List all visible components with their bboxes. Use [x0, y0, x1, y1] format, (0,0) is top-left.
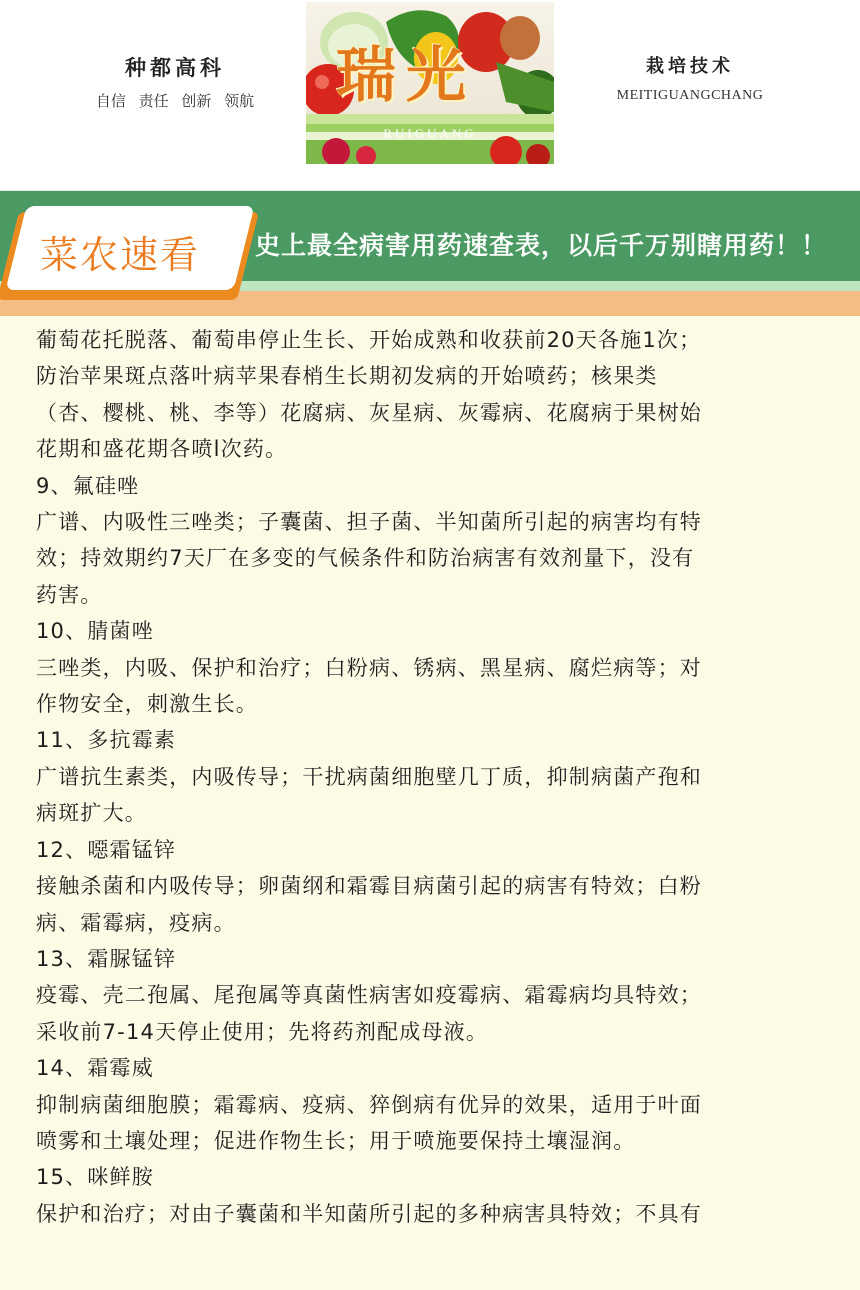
company-slogan: 自信 责任 创新 领航 — [95, 92, 255, 110]
text-line: 疫霉、壳二孢属、尾孢属等真菌性病害如疫霉病、霜霉病均具特效； — [36, 983, 702, 1008]
tag-label: 菜农速看 — [40, 233, 201, 277]
text-line: 效；持效期约7天厂在多变的气候条件和防治病害有效剂量下，没有 — [36, 546, 695, 571]
text-line: 病斑扩大。 — [36, 801, 147, 826]
text-line: 药害。 — [36, 582, 103, 607]
text-line: 作物安全，刺激生长。 — [36, 692, 258, 717]
text-line: 抑制病菌细胞膜；霜霉病、疫病、猝倒病有优异的效果，适用于叶面 — [36, 1092, 702, 1117]
text-line: 病、霜霉病，疫病。 — [36, 910, 236, 935]
text-line: 广谱、内吸性三唑类；子囊菌、担子菌、半知菌所引起的病害均有特 — [36, 510, 702, 535]
text-line: 广谱抗生素类，内吸传导；干扰病菌细胞壁几丁质，抑制病菌产孢和 — [36, 764, 702, 789]
text-line: 葡萄花托脱落、葡萄串停止生长、开始成熟和收获前20天各施1次； — [36, 328, 702, 352]
text-line: 防治苹果斑点落叶病苹果春梢生长期初发病的开始喷药；核果类 — [36, 364, 658, 389]
item-heading: 14、霜霉威 — [36, 1056, 154, 1081]
text-line: 接触杀菌和内吸传导；卵菌纲和霜霉目病菌引起的病害有特效；白粉 — [36, 874, 702, 899]
banner-title: 史上最全病害用药速查表，以后千万别瞎用药！！ — [255, 231, 828, 260]
text-line: 保护和治疗；对由子囊菌和半知菌所引起的多种病害具特效；不具有 — [36, 1201, 702, 1226]
logo-subtitle: RUIGUANG — [383, 126, 477, 141]
section-name: 栽培技术 — [646, 56, 734, 77]
company-name: 种都高科 — [125, 55, 225, 80]
item-heading: 11、多抗霉素 — [36, 728, 177, 753]
text-line: （杏、樱桃、桃、李等）花腐病、灰星病、灰霉病、花腐病于果树始 — [36, 400, 702, 425]
article-body — [36, 322, 836, 1232]
company-brand — [80, 52, 270, 111]
text-line: 采收前7-14天停止使用；先将药剂配成母液。 — [36, 1019, 489, 1044]
text-line: 花期和盛花期各喷l次药。 — [36, 437, 288, 462]
header — [0, 0, 860, 191]
item-heading: 13、霜脲锰锌 — [36, 946, 177, 971]
section-subtitle: MEITIGUANGCHANG — [616, 88, 764, 103]
item-heading: 12、噁霜锰锌 — [36, 837, 177, 862]
logo-title: 瑞光 — [336, 41, 476, 111]
item-heading: 9、氟硅唑 — [36, 473, 140, 498]
text-line: 三唑类，内吸、保护和治疗；白粉病、锈病、黑星病、腐烂病等；对 — [36, 655, 702, 680]
item-heading: 10、腈菌唑 — [36, 619, 154, 644]
text-line: 喷雾和土壤处理；促进作物生长；用于喷施要保持土壤湿润。 — [36, 1128, 636, 1153]
section-brand — [590, 52, 790, 104]
vegetable-logo-image — [306, 2, 554, 164]
item-heading: 15、咪鲜胺 — [36, 1165, 154, 1190]
